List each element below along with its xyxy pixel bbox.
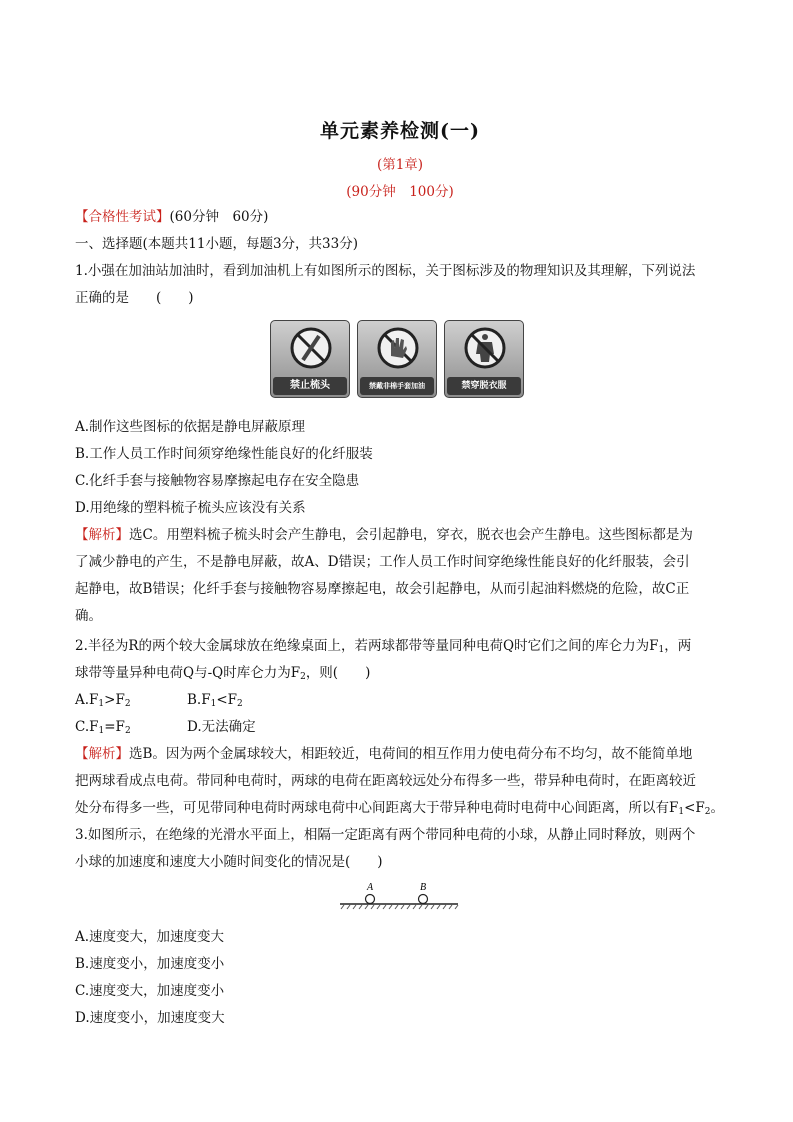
section-tag: 【合格性考试】	[75, 209, 170, 225]
q2-subscript: 2	[300, 672, 306, 682]
glove-prohibited-icon	[376, 326, 420, 370]
q2-analysis-line2: 把两球看成点电荷。带同种电荷时，两球的电荷在距离较远处分布得多一些，带异种电荷时，在距离较近	[75, 773, 696, 789]
sign-label-2: 禁戴非棉手套加油	[360, 377, 434, 395]
q1-stem-line1: 1.小强在加油站加油时，看到加油机上有如图所示的图标，关于图标涉及的物理知识及其理解，下列说法	[75, 263, 696, 279]
ball-b	[419, 895, 428, 904]
q2-stem-line2	[75, 664, 725, 686]
q3-stem-line1: 3.如图所示，在绝缘的光滑水平面上，相隔一定距离有两个带同种电荷的小球，从静止同时释放，则两个	[75, 827, 696, 843]
q3-stem-line2: 小球的加速度和速度大小随时间变化的情况是( )	[75, 854, 383, 870]
q2-stem-text1: 2.半径为R的两个较大金属球放在绝缘桌面上，若两球都带等量同种电荷Q时它们之间的库仑力为F	[75, 638, 659, 654]
page-title: 单元素养检测(一)	[320, 120, 480, 142]
q2-analysis-line1	[75, 745, 725, 763]
chapter-label: (第1章)	[376, 157, 424, 173]
q2-stem-text3: 球带等量异种电荷Q与-Q时库仑力为F	[75, 665, 301, 681]
q2-option-a: $A.F_1>F_2$	[75, 692, 131, 709]
q2-stem-text4: ，则( )	[305, 665, 371, 681]
q1-option-a: A.制作这些图标的依据是静电屏蔽原理	[75, 419, 306, 435]
q1-option-c: C.化纤手套与接触物容易摩擦起电存在安全隐患	[75, 473, 360, 489]
q2-analysis-tag: 【解析】	[75, 746, 129, 762]
ball-a	[366, 895, 375, 904]
section-header	[75, 208, 725, 226]
q1-analysis-line1	[75, 526, 725, 544]
ball-b-label: B	[420, 882, 427, 893]
q3-option-b: B.速度变小，加速度变小	[75, 956, 225, 972]
q1-analysis-line3: 起静电，故B错误；化纤手套与接触物容易摩擦起电，故会引起静电，从而引起油料燃烧的危险，故C正	[75, 581, 690, 597]
sign-no-gloves	[357, 320, 437, 398]
comb-prohibited-icon	[289, 326, 333, 370]
undressing-prohibited-icon	[463, 326, 507, 370]
q3-option-d: D.速度变小，加速度变大	[75, 1010, 225, 1026]
q3-option-a: A.速度变大，加速度变大	[75, 929, 225, 945]
q2-subscript: 1	[658, 645, 665, 655]
q2-option-d: D.无法确定	[187, 719, 256, 735]
ball-a-label: A	[367, 882, 374, 893]
q1-analysis-tag: 【解析】	[75, 527, 129, 543]
q2-analysis-text3: 处分布得多一些，可见带同种电荷时两球电荷中心间距离大于带异种电荷时电荷中心间距离，所以有F	[75, 800, 679, 816]
sign-label-3: 禁穿脱衣服	[447, 377, 521, 395]
sign-label-1: 禁止梳头	[273, 377, 347, 395]
q1-option-b: B.工作人员工作时间须穿绝缘性能良好的化纤服装	[75, 446, 373, 462]
q1-analysis-line2: 了减少静电的产生，不是静电屏蔽，故A、D错误；工作人员工作时间穿绝缘性能良好的化纤服装，会引	[75, 554, 690, 570]
q2-analysis-text1: 选B。因为两个金属球较大，相距较近，电荷间的相互作用力使电荷分布不均匀，故不能简单地	[129, 746, 693, 762]
q1-analysis-line4: 确。	[75, 608, 102, 624]
q3-two-balls-diagram	[340, 880, 460, 910]
sign-no-undressing	[444, 320, 524, 398]
time-score-label: (90分钟 100分)	[346, 184, 454, 200]
part-one-heading: 一、选择题(本题共11小题，每题3分，共33分)	[75, 236, 358, 252]
sign-no-combing	[270, 320, 350, 398]
q1-option-d: D.用绝缘的塑料梳子梳头应该没有关系	[75, 500, 306, 516]
q3-option-c: C.速度变大，加速度变小	[75, 983, 225, 999]
q2-stem-line1	[75, 637, 725, 659]
q2-stem-text2: ，两	[664, 638, 692, 654]
q1-analysis-text1: 选C。用塑料梳子梳头时会产生静电，会引起静电，穿衣，脱衣也会产生静电。这些图标都是为	[129, 527, 693, 543]
q2-analysis-line3: 处分布得多一些，可见带同种电荷时两球电荷中心间距离大于带异种电荷时电荷中心间距离，所以有$F_1<F_2$。	[75, 800, 725, 817]
q2-option-c: $C.F_1=F_2$	[75, 719, 131, 736]
section-detail: (60分钟 60分)	[169, 209, 269, 225]
q1-stem-line2: 正确的是 ( )	[75, 290, 194, 306]
q2-option-b: $B.F_1<F_2$	[187, 692, 243, 709]
q1-warning-signs	[270, 320, 524, 400]
